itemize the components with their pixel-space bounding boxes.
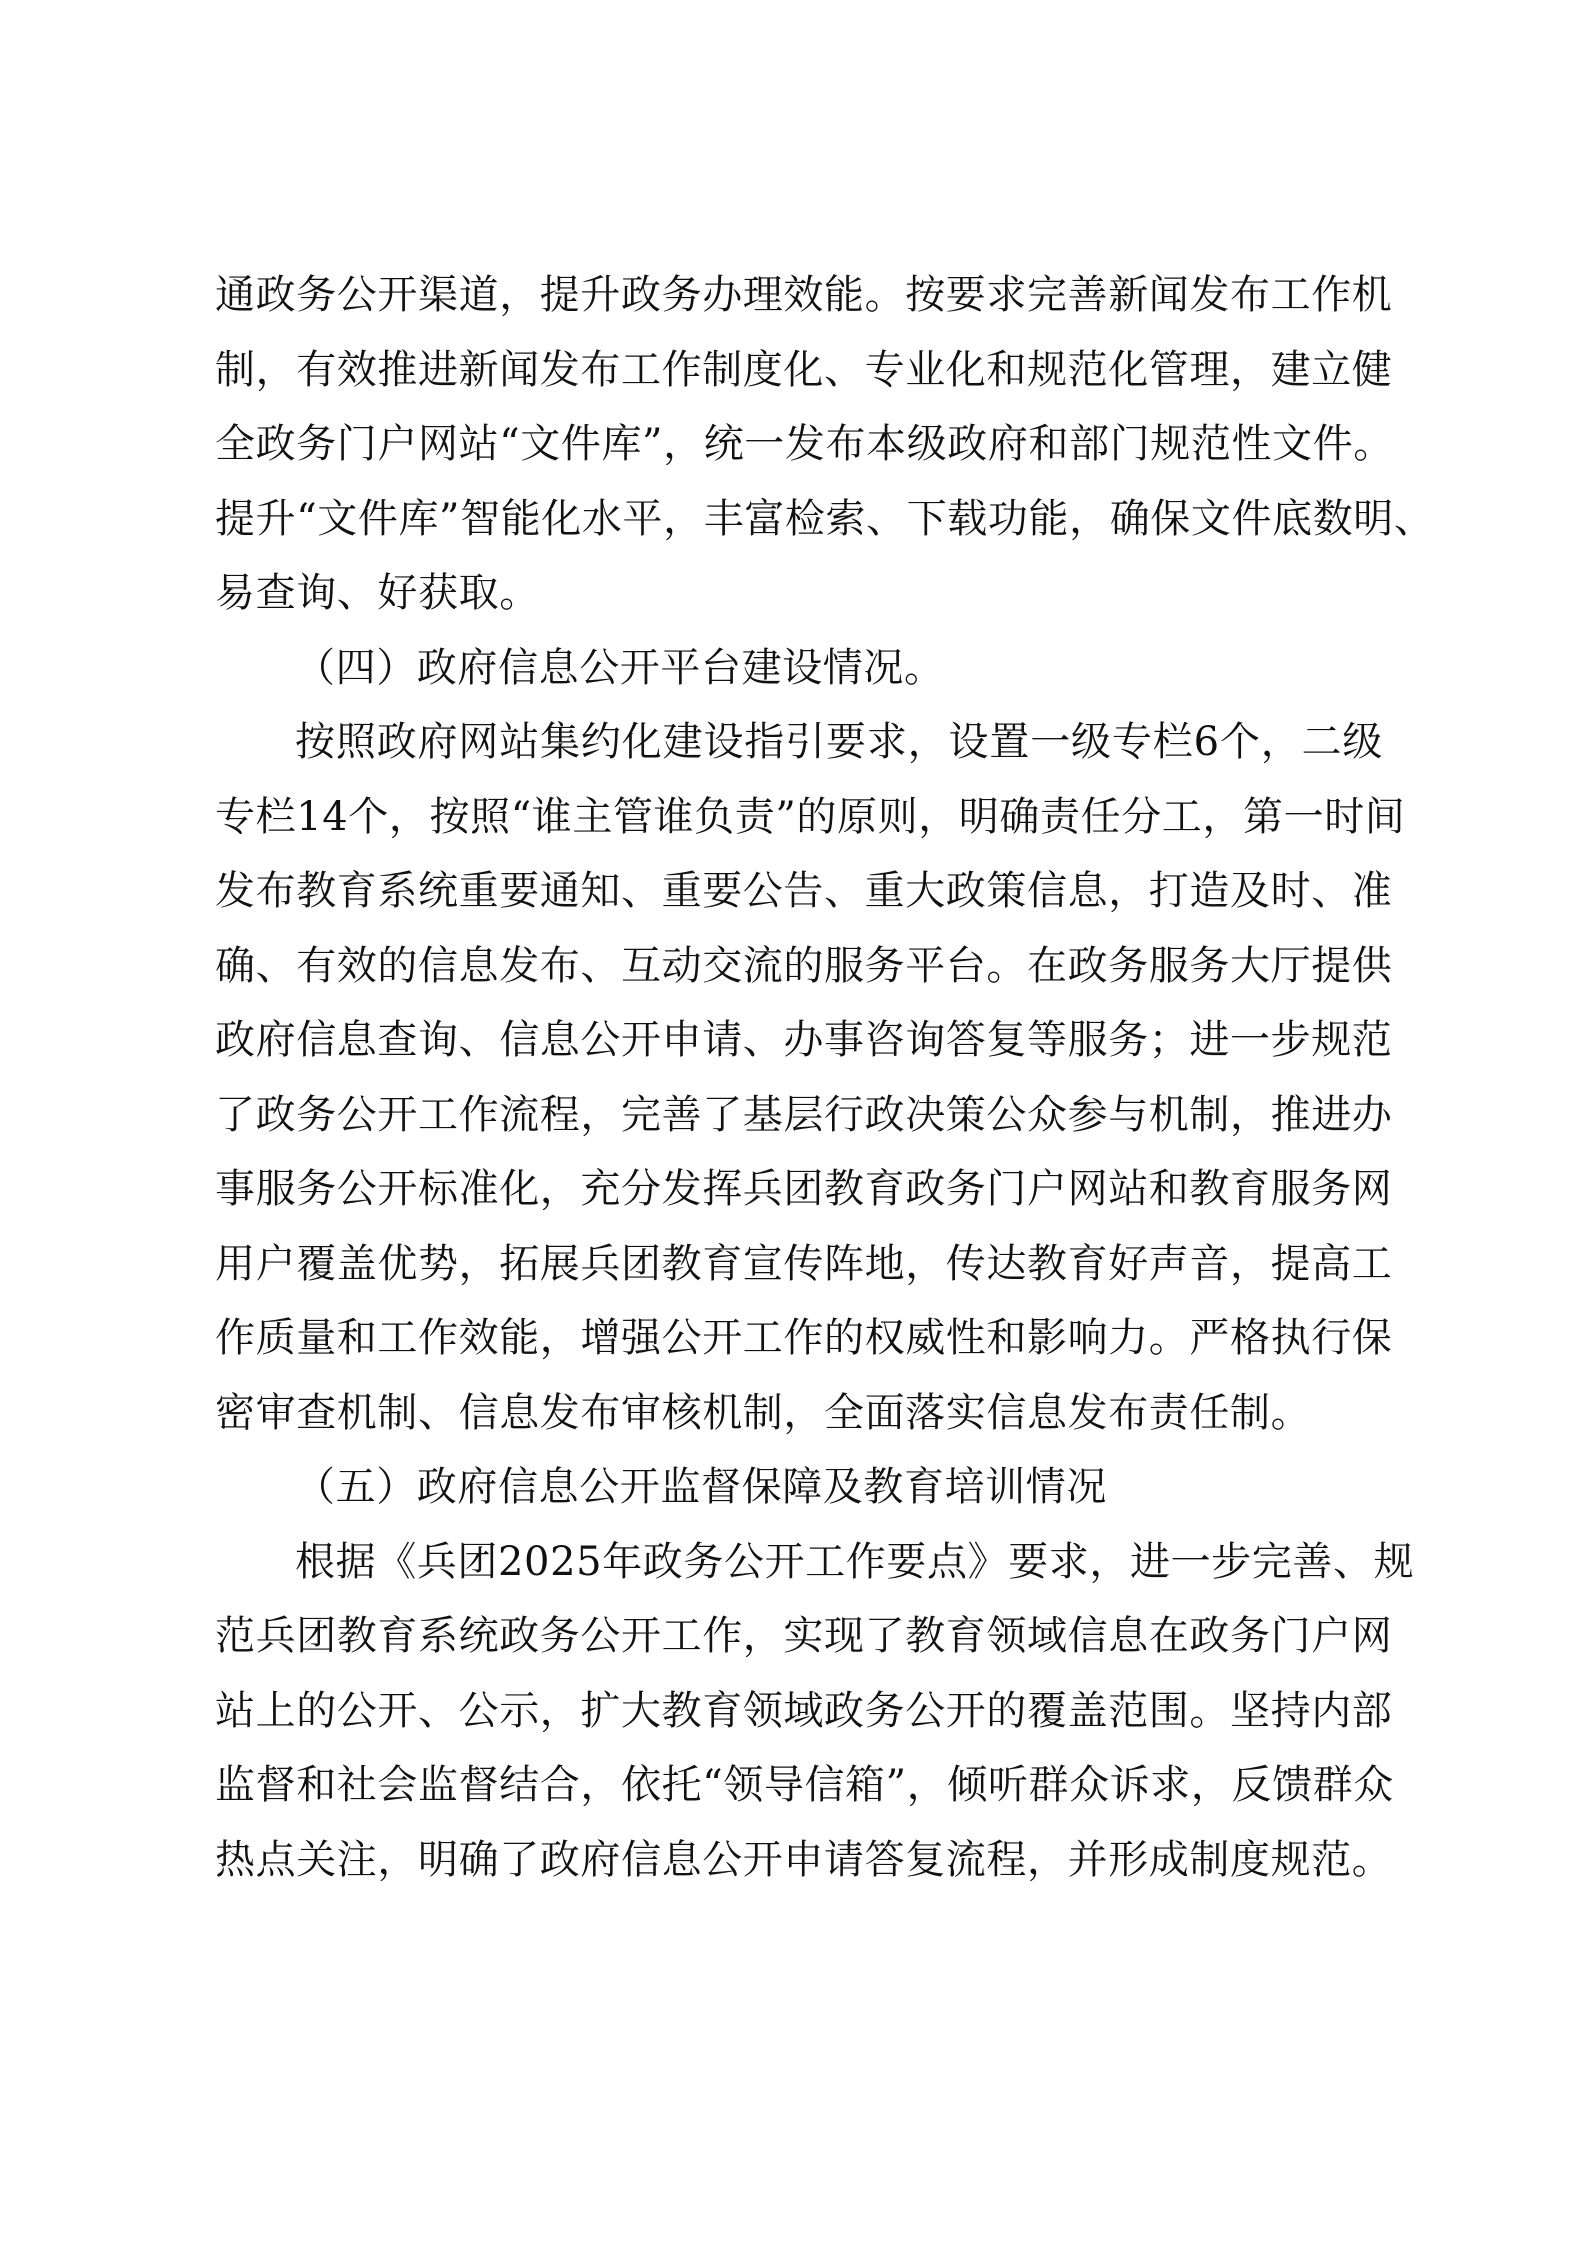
paragraph-line: 制，有效推进新闻发布工作制度化、专业化和规范化管理，建立健 bbox=[215, 346, 1393, 393]
paragraph-line: 范兵团教育系统政务公开工作，实现了教育领域信息在政务门户网 bbox=[215, 1613, 1393, 1659]
paragraph-line: 作质量和工作效能，增强公开工作的权威性和影响力。严格执行保 bbox=[215, 1315, 1393, 1361]
section-heading-5: （五）政府信息公开监督保障及教育培训情况 bbox=[295, 1464, 1107, 1510]
paragraph-line: 专栏14个，按照“谁主管谁负责”的原则，明确责任分工，第一时间 bbox=[215, 793, 1406, 840]
paragraph-line: 全政务门户网站“文件库”，统一发布本级政府和部门规范性文件。 bbox=[215, 421, 1394, 467]
paragraph-line: 发布教育系统重要通知、重要公告、重大政策信息，打造及时、准 bbox=[215, 868, 1393, 914]
paragraph-line: 按照政府网站集约化建设指引要求，设置一级专栏6个，二级 bbox=[295, 719, 1383, 765]
paragraph-line: 用户覆盖优势，拓展兵团教育宣传阵地，传达教育好声音，提高工 bbox=[215, 1240, 1393, 1287]
paragraph-line: 密审查机制、信息发布审核机制，全面落实信息发布责任制。 bbox=[215, 1389, 1312, 1436]
paragraph-line: 政府信息查询、信息公开申请、办事咨询答复等服务；进一步规范 bbox=[215, 1017, 1393, 1063]
paragraph-line: 根据《兵团2025年政务公开工作要点》要求，进一步完善、规 bbox=[295, 1538, 1415, 1585]
section-heading-4: （四）政府信息公开平台建设情况。 bbox=[295, 644, 945, 691]
paragraph-line: 提升“文件库”智能化水平，丰富检索、下载功能，确保文件底数明、 bbox=[215, 495, 1435, 542]
paragraph-supervision bbox=[215, 1525, 1415, 1898]
paragraph-line: 易查询、好获取。 bbox=[215, 570, 540, 616]
paragraph-line: 确、有效的信息发布、互动交流的服务平台。在政务服务大厅提供 bbox=[215, 942, 1393, 989]
paragraph-platform-construction bbox=[215, 705, 1406, 1450]
paragraph-line: 热点关注，明确了政府信息公开申请答复流程，并形成制度规范。 bbox=[215, 1836, 1393, 1883]
paragraph-line: 站上的公开、公示，扩大教育领域政务公开的覆盖范围。坚持内部 bbox=[215, 1687, 1393, 1734]
document-body bbox=[215, 258, 1435, 1897]
paragraph-line: 通政务公开渠道，提升政务办理效能。按要求完善新闻发布工作机 bbox=[215, 272, 1393, 318]
paragraph-line: 了政务公开工作流程，完善了基层行政决策公众参与机制，推进办 bbox=[215, 1091, 1393, 1138]
paragraph-line: 监督和社会监督结合，依托“领导信箱”，倾听群众诉求，反馈群众 bbox=[215, 1762, 1394, 1808]
paragraph-line: 事服务公开标准化，充分发挥兵团教育政务门户网站和教育服务网 bbox=[215, 1166, 1393, 1212]
paragraph-publishing-channels bbox=[215, 258, 1435, 631]
